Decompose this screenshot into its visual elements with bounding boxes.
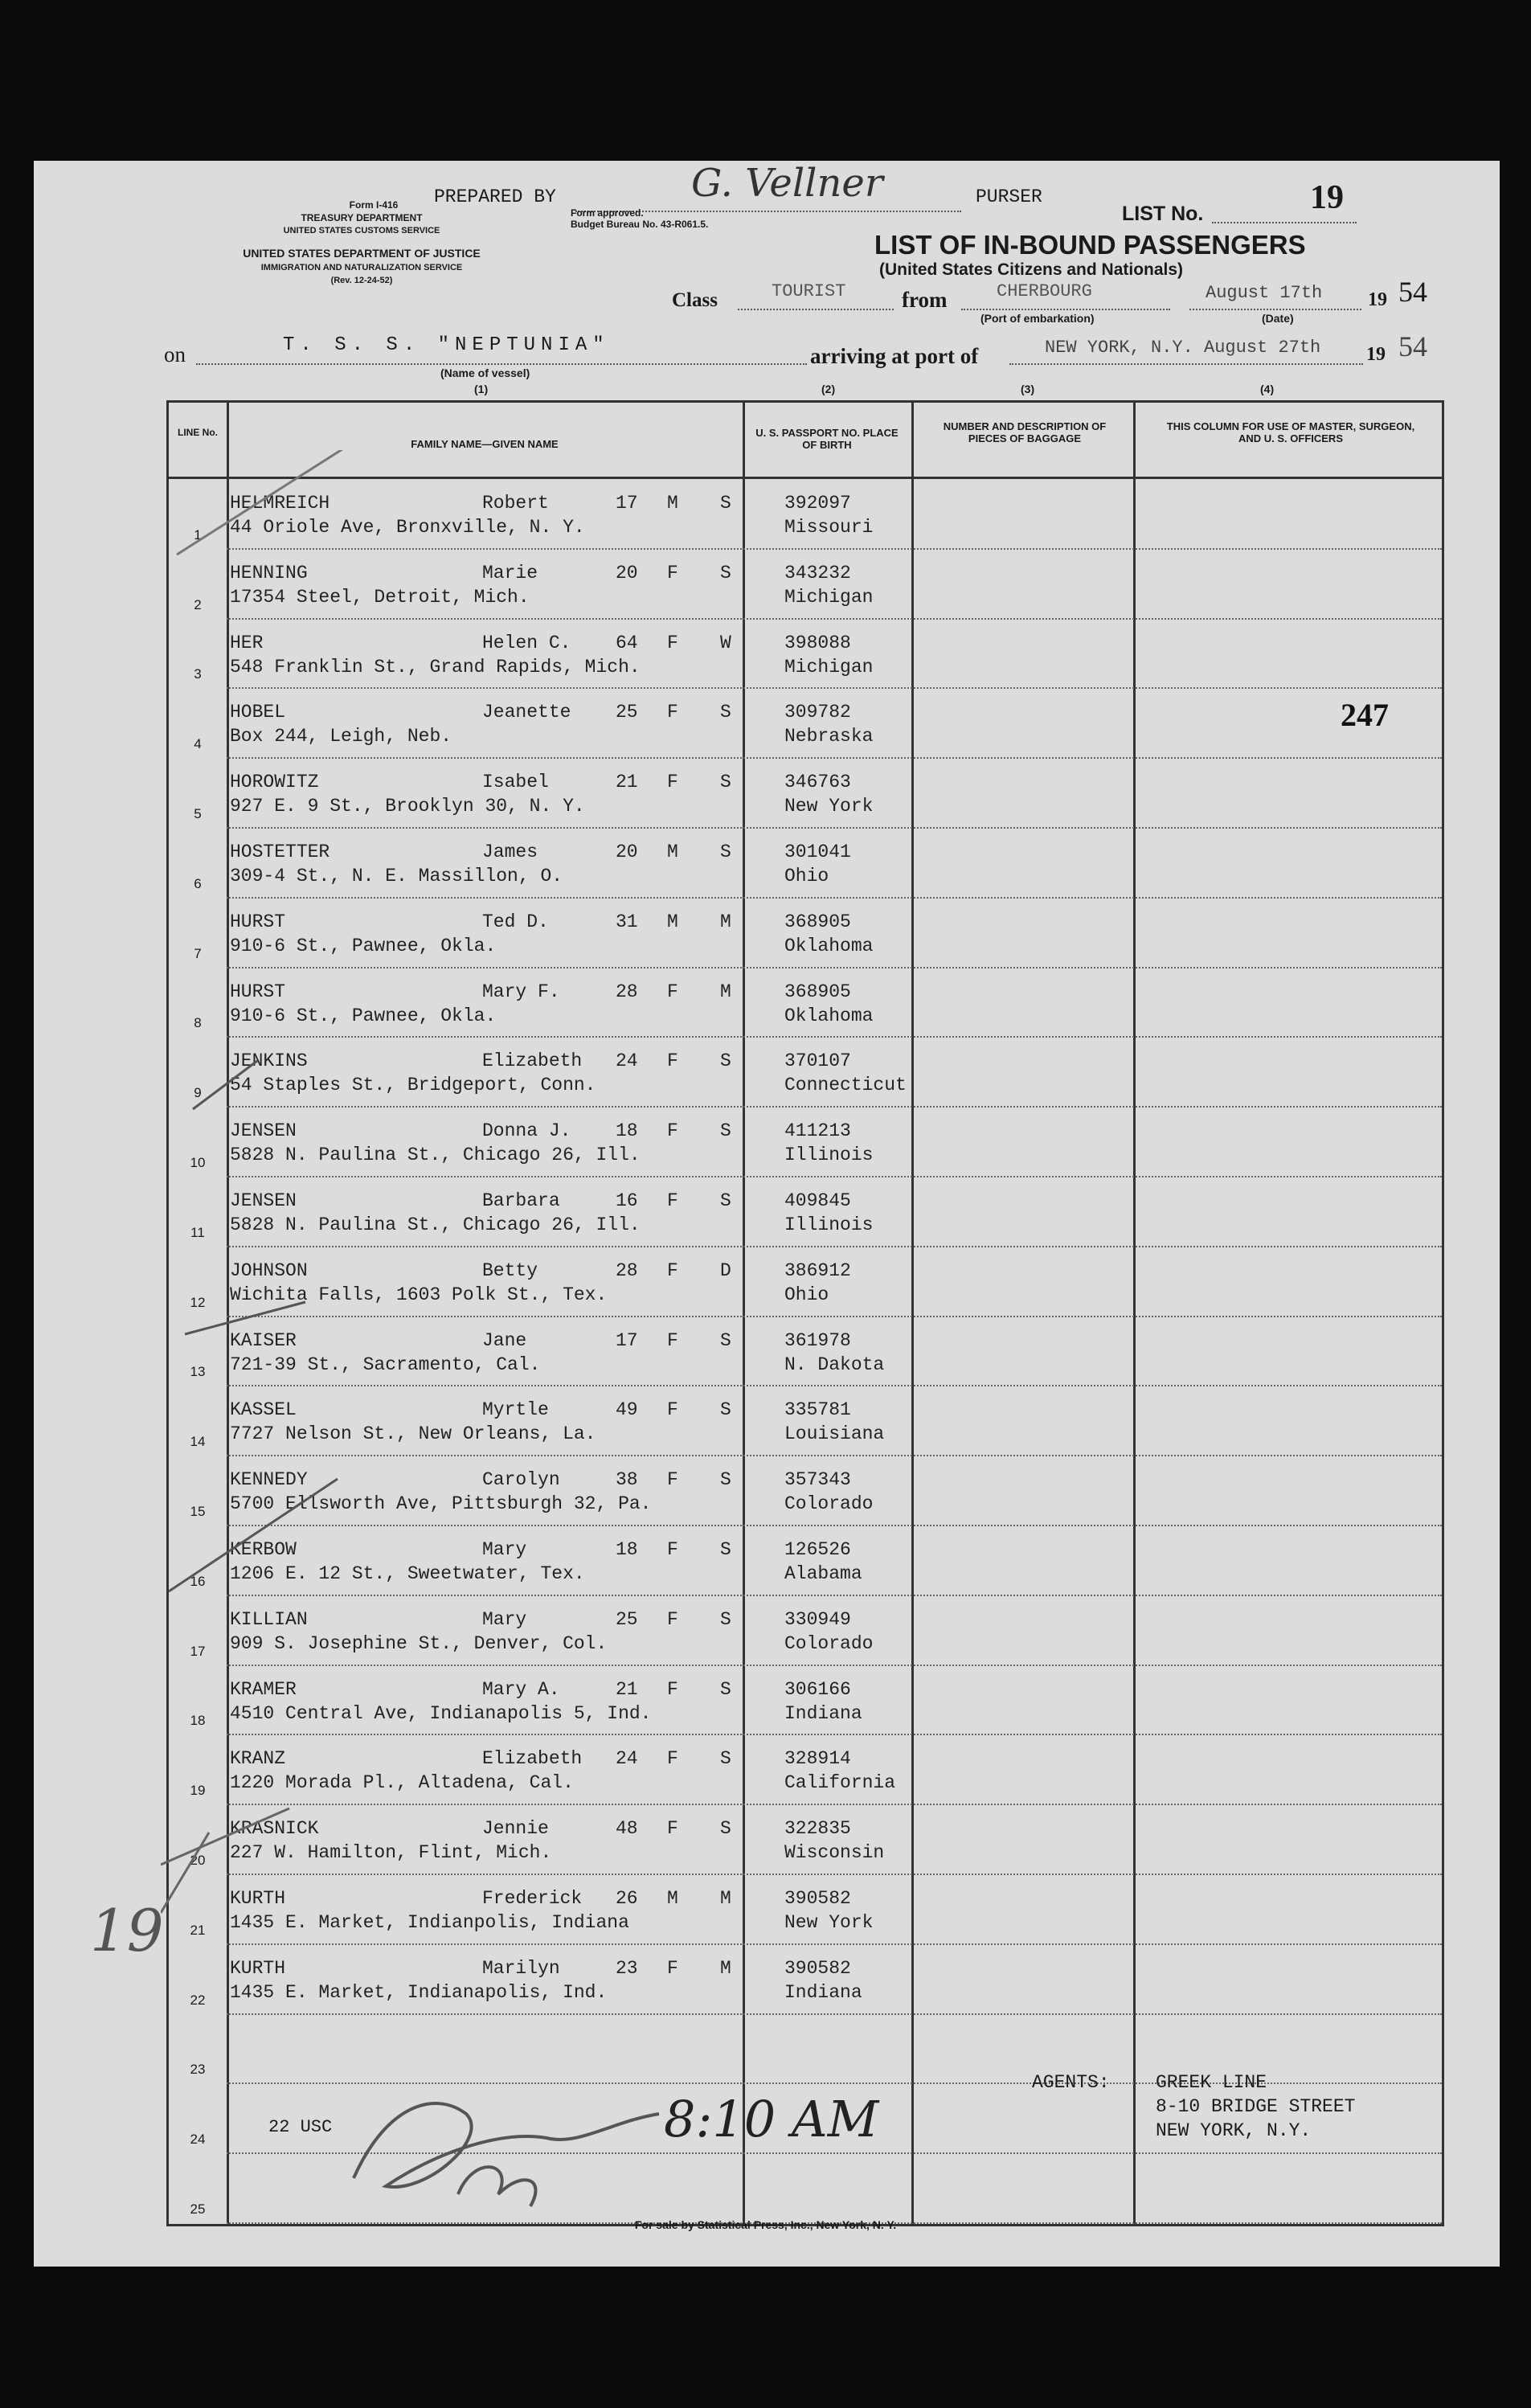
marital-status: S — [720, 1469, 731, 1491]
sex: F — [667, 1957, 678, 1979]
line-number: 23 — [190, 2062, 206, 2078]
sex: F — [667, 981, 678, 1002]
sex: F — [667, 1748, 678, 1770]
header-officers: THIS COLUMN FOR USE OF MASTER, SURGEON, AND U. S. OFFICERS — [1166, 420, 1415, 444]
place-of-birth: N. Dakota — [784, 1353, 885, 1375]
sex: F — [667, 1120, 678, 1142]
passport-number: 346763 — [784, 772, 851, 793]
line-number: 1 — [194, 526, 202, 543]
sex: F — [667, 702, 678, 723]
sex: M — [667, 1888, 678, 1909]
column-ref-1: (1) — [474, 383, 489, 395]
given-name: Jeanette — [482, 702, 571, 723]
line-number: 19 — [190, 1783, 206, 1799]
year-prefix: 19 — [1366, 344, 1386, 365]
column-ref-4: (4) — [1260, 383, 1275, 395]
line-number: 5 — [194, 805, 202, 821]
family-name: KAISER — [230, 1329, 297, 1351]
address: 54 Staples St., Bridgeport, Conn. — [230, 1075, 596, 1096]
place-of-birth: California — [784, 1772, 896, 1794]
passport-number: 357343 — [784, 1469, 851, 1491]
family-name: KRAMER — [230, 1678, 297, 1700]
address: 1435 E. Market, Indianpolis, Indiana — [230, 1912, 629, 1933]
passport-number: 390582 — [784, 1888, 851, 1909]
line-number: 9 — [194, 1085, 202, 1101]
officer-number: 247 — [1341, 697, 1389, 733]
place-of-birth: Illinois — [784, 1145, 874, 1166]
passport-number: 386912 — [784, 1259, 851, 1281]
marital-status: S — [720, 1329, 731, 1351]
family-name: KURTH — [230, 1957, 286, 1979]
marital-status: M — [720, 911, 731, 932]
passport-number: 330949 — [784, 1608, 851, 1630]
address: 7727 Nelson St., New Orleans, La. — [230, 1423, 596, 1445]
address: 909 S. Josephine St., Denver, Col. — [230, 1632, 608, 1654]
column-ref-2: (2) — [821, 383, 836, 395]
given-name: Barbara — [482, 1190, 560, 1211]
place-of-birth: Indiana — [784, 1981, 862, 2003]
address: Box 244, Leigh, Neb. — [230, 726, 452, 747]
given-name: Donna J. — [482, 1120, 571, 1142]
printer-footer: For sale by Statistical Press, Inc., New York, N. Y. — [634, 2218, 897, 2231]
sex: F — [667, 1190, 678, 1211]
given-name: Mary — [482, 1539, 527, 1560]
usc-stamp: 22 USC — [268, 2117, 333, 2137]
passport-number: 390582 — [784, 1957, 851, 1979]
date-line — [1189, 309, 1361, 310]
given-name: Myrtle — [482, 1399, 549, 1421]
family-name: KASSEL — [230, 1399, 297, 1421]
address: 1435 E. Market, Indianapolis, Ind. — [230, 1981, 608, 2003]
agents-label: AGENTS: — [1032, 2072, 1110, 2093]
passport-number: 126526 — [784, 1539, 851, 1560]
marital-status: S — [720, 1190, 731, 1211]
place-of-birth: New York — [784, 1912, 874, 1933]
age: 20 — [616, 562, 638, 584]
sex: F — [667, 1608, 678, 1630]
arrival-line — [1009, 363, 1363, 365]
place-of-birth: Illinois — [784, 1214, 874, 1235]
age: 18 — [616, 1120, 638, 1142]
list-number-label: LIST No. — [1122, 203, 1204, 225]
line-number: 4 — [194, 736, 202, 752]
family-name: JENSEN — [230, 1190, 297, 1211]
age: 25 — [616, 702, 638, 723]
given-name: Mary F. — [482, 981, 560, 1002]
form-approved: Form approved. — [571, 207, 644, 219]
line-number: 18 — [190, 1713, 206, 1729]
line-number: 14 — [190, 1434, 206, 1450]
line-number: 2 — [194, 596, 202, 612]
sex: M — [667, 911, 678, 932]
address: Wichita Falls, 1603 Polk St., Tex. — [230, 1284, 608, 1305]
given-name: Elizabeth — [482, 1050, 583, 1072]
address: 5828 N. Paulina St., Chicago 26, Ill. — [230, 1145, 641, 1166]
from-value: CHERBOURG — [997, 281, 1092, 301]
family-name: JENSEN — [230, 1120, 297, 1142]
marital-status: S — [720, 1818, 731, 1840]
age: 23 — [616, 1957, 638, 1979]
passport-number: 392097 — [784, 493, 851, 514]
given-name: Betty — [482, 1259, 538, 1281]
header-name: FAMILY NAME—GIVEN NAME — [411, 438, 559, 450]
marital-status: S — [720, 1120, 731, 1142]
line-number: 24 — [190, 2132, 206, 2148]
given-name: Mary A. — [482, 1678, 560, 1700]
year-value: 54 — [1398, 276, 1427, 308]
address: 309-4 St., N. E. Massillon, O. — [230, 866, 563, 887]
passport-number: 411213 — [784, 1120, 851, 1142]
given-name: Isabel — [482, 772, 549, 793]
arrival-time-note: 8:10 AM — [664, 2090, 879, 2148]
place-of-birth: Indiana — [784, 1702, 862, 1724]
place-of-birth: Missouri — [784, 517, 874, 538]
sex: F — [667, 1539, 678, 1560]
manifest-subtitle: (United States Citizens and Nationals) — [879, 260, 1184, 279]
address: 1206 E. 12 St., Sweetwater, Tex. — [230, 1563, 585, 1584]
line-number: 10 — [190, 1154, 206, 1170]
agents-line-1: GREEK LINE — [1156, 2072, 1267, 2093]
place-of-birth: Michigan — [784, 586, 874, 608]
place-of-birth: Nebraska — [784, 726, 874, 747]
marital-status: M — [720, 1888, 731, 1909]
passport-number: 409845 — [784, 1190, 851, 1211]
sex: F — [667, 1050, 678, 1072]
family-name: HURST — [230, 911, 286, 932]
place-of-birth: Michigan — [784, 656, 874, 678]
marital-status: S — [720, 1608, 731, 1630]
year-prefix: 19 — [1368, 289, 1387, 310]
address: 927 E. 9 St., Brooklyn 30, N. Y. — [230, 796, 585, 817]
age: 49 — [616, 1399, 638, 1421]
age: 21 — [616, 1678, 638, 1700]
marital-status: S — [720, 1678, 731, 1700]
marital-status: S — [720, 1539, 731, 1560]
sex: F — [667, 632, 678, 653]
given-name: Carolyn — [482, 1469, 560, 1491]
check-marks — [161, 450, 402, 2041]
agents-line-2: 8-10 BRIDGE STREET — [1156, 2096, 1356, 2117]
family-name: HURST — [230, 981, 286, 1002]
address: 910-6 St., Pawnee, Okla. — [230, 1005, 497, 1026]
marital-status: S — [720, 562, 731, 584]
department-line: UNITED STATES CUSTOMS SERVICE — [283, 226, 440, 235]
line-number: 21 — [190, 1922, 206, 1938]
line-number: 25 — [190, 2201, 206, 2217]
header-line-no: LINE No. — [178, 427, 218, 438]
age: 21 — [616, 772, 638, 793]
family-name: HOBEL — [230, 702, 286, 723]
line-number: 17 — [190, 1643, 206, 1659]
marital-status: D — [720, 1259, 731, 1281]
line-number: 8 — [194, 1015, 202, 1031]
agents-line-3: NEW YORK, N.Y. — [1156, 2120, 1312, 2141]
place-of-birth: Connecticut — [784, 1075, 907, 1096]
place-of-birth: Louisiana — [784, 1423, 885, 1445]
list-number-line — [1212, 222, 1357, 223]
place-of-birth: Oklahoma — [784, 1005, 874, 1026]
age: 31 — [616, 911, 638, 932]
sex: F — [667, 772, 678, 793]
given-name: Jennie — [482, 1818, 549, 1840]
place-of-birth: Colorado — [784, 1632, 874, 1654]
place-of-birth: Ohio — [784, 866, 829, 887]
age: 28 — [616, 981, 638, 1002]
address: 548 Franklin St., Grand Rapids, Mich. — [230, 656, 641, 678]
place-of-birth: Alabama — [784, 1563, 862, 1584]
address: 44 Oriole Ave, Bronxville, N. Y. — [230, 517, 585, 538]
age: 17 — [616, 493, 638, 514]
passport-number: 370107 — [784, 1050, 851, 1072]
marital-status: S — [720, 702, 731, 723]
family-name: JENKINS — [230, 1050, 308, 1072]
margin-number: 19 — [90, 1897, 164, 1964]
header-baggage: NUMBER AND DESCRIPTION OF PIECES OF BAGGAGE — [943, 420, 1107, 444]
age: 18 — [616, 1539, 638, 1560]
from-caption: (Port of embarkation) — [980, 312, 1095, 325]
given-name: Marie — [482, 562, 538, 584]
passport-number: 328914 — [784, 1748, 851, 1770]
sex: F — [667, 1818, 678, 1840]
age: 25 — [616, 1608, 638, 1630]
header-passport: U. S. PASSPORT NO. PLACE OF BIRTH — [755, 427, 899, 451]
sex: F — [667, 1329, 678, 1351]
officer-signature-scribble — [338, 2058, 675, 2218]
age: 16 — [616, 1190, 638, 1211]
age: 26 — [616, 1888, 638, 1909]
age: 17 — [616, 1329, 638, 1351]
form-number: Form I-416 — [349, 199, 399, 211]
line-number: 15 — [190, 1503, 206, 1519]
passport-number: 309782 — [784, 702, 851, 723]
class-line — [738, 309, 894, 310]
passport-number: 398088 — [784, 632, 851, 653]
line-number: 16 — [190, 1573, 206, 1589]
line-number: 7 — [194, 945, 202, 961]
passport-number: 343232 — [784, 562, 851, 584]
column-ref-3: (3) — [1021, 383, 1035, 395]
age: 20 — [616, 842, 638, 862]
department-line: TREASURY DEPARTMENT — [301, 212, 423, 223]
arrival-year-value: 54 — [1398, 330, 1427, 362]
marital-status: S — [720, 842, 731, 862]
passport-number: 301041 — [784, 842, 851, 862]
family-name: KENNEDY — [230, 1469, 308, 1491]
vessel-value: T. S. S. "NEPTUNIA" — [283, 334, 610, 356]
family-name: KERBOW — [230, 1539, 297, 1560]
arriving-label: arriving at port of — [810, 344, 979, 368]
passport-number: 368905 — [784, 911, 851, 932]
place-of-birth: Ohio — [784, 1284, 829, 1305]
address: 721-39 St., Sacramento, Cal. — [230, 1353, 541, 1375]
address: 1220 Morada Pl., Altadena, Cal. — [230, 1772, 574, 1794]
age: 64 — [616, 632, 638, 653]
line-number: 12 — [190, 1294, 206, 1310]
place-of-birth: Oklahoma — [784, 935, 874, 956]
passport-number: 306166 — [784, 1678, 851, 1700]
department-line: UNITED STATES DEPARTMENT OF JUSTICE — [243, 247, 481, 260]
family-name: KRASNICK — [230, 1818, 319, 1840]
line-number: 22 — [190, 1992, 206, 2008]
given-name: Marilyn — [482, 1957, 560, 1979]
passport-number: 335781 — [784, 1399, 851, 1421]
given-name: Robert — [482, 493, 549, 514]
class-value: TOURIST — [772, 281, 846, 301]
family-name: HOROWITZ — [230, 772, 319, 793]
date-value: August 17th — [1206, 283, 1323, 303]
given-name: Jane — [482, 1329, 527, 1351]
vessel-line — [196, 363, 807, 365]
marital-status: S — [720, 1748, 731, 1770]
given-name: James — [482, 842, 538, 862]
sex: F — [667, 562, 678, 584]
family-name: KURTH — [230, 1888, 286, 1909]
address: 910-6 St., Pawnee, Okla. — [230, 935, 497, 956]
list-number-value: 19 — [1310, 179, 1344, 216]
vessel-caption: (Name of vessel) — [440, 367, 530, 379]
age: 24 — [616, 1050, 638, 1072]
from-label: from — [902, 288, 948, 312]
marital-status: S — [720, 493, 731, 514]
given-name: Elizabeth — [482, 1748, 583, 1770]
department-line: IMMIGRATION AND NATURALIZATION SERVICE — [260, 263, 463, 272]
marital-status: M — [720, 1957, 731, 1979]
age: 48 — [616, 1818, 638, 1840]
marital-status: M — [720, 981, 731, 1002]
family-name: HOSTETTER — [230, 842, 330, 862]
passport-number: 361978 — [784, 1329, 851, 1351]
age: 28 — [616, 1259, 638, 1281]
marital-status: S — [720, 1399, 731, 1421]
address: 5828 N. Paulina St., Chicago 26, Ill. — [230, 1214, 641, 1235]
marital-status: S — [720, 772, 731, 793]
on-label: on — [164, 342, 186, 367]
line-number: 20 — [190, 1852, 206, 1868]
revision-date: (Rev. 12-24-52) — [330, 276, 393, 285]
place-of-birth: New York — [784, 796, 874, 817]
age: 24 — [616, 1748, 638, 1770]
sex: F — [667, 1399, 678, 1421]
given-name: Mary — [482, 1608, 527, 1630]
from-line — [961, 309, 1170, 310]
address: 5700 Ellsworth Ave, Pittsburgh 32, Pa. — [230, 1493, 652, 1515]
sex: F — [667, 1259, 678, 1281]
given-name: Ted D. — [482, 911, 549, 932]
class-label: Class — [672, 289, 718, 311]
line-number: 6 — [194, 875, 202, 891]
passport-number: 368905 — [784, 981, 851, 1002]
line-number: 13 — [190, 1364, 206, 1380]
given-name: Frederick — [482, 1888, 583, 1909]
address: 17354 Steel, Detroit, Mich. — [230, 586, 530, 608]
sex: F — [667, 1469, 678, 1491]
family-name: HER — [230, 632, 264, 653]
passport-number: 322835 — [784, 1818, 851, 1840]
address: 4510 Central Ave, Indianapolis 5, Ind. — [230, 1702, 652, 1724]
line-number: 11 — [190, 1224, 205, 1240]
age: 38 — [616, 1469, 638, 1491]
purser-label: PURSER — [976, 186, 1042, 207]
address: 227 W. Hamilton, Flint, Mich. — [230, 1842, 552, 1864]
marital-status: S — [720, 1050, 731, 1072]
manifest-title: LIST OF IN-BOUND PASSENGERS — [874, 230, 1306, 260]
prepared-by-label: PREPARED BY — [434, 186, 556, 207]
prepared-by-signature: G. Vellner — [691, 161, 883, 206]
arrival-value: NEW YORK, N.Y. August 27th — [1045, 338, 1321, 358]
sex: M — [667, 842, 678, 862]
family-name: HELMREICH — [230, 493, 330, 514]
marital-status: W — [720, 632, 731, 653]
family-name: JOHNSON — [230, 1259, 308, 1281]
family-name: KILLIAN — [230, 1608, 308, 1630]
family-name: HENNING — [230, 562, 308, 584]
line-number: 3 — [194, 666, 202, 682]
place-of-birth: Colorado — [784, 1493, 874, 1515]
budget-bureau: Budget Bureau No. 43-R061.5. — [571, 219, 709, 230]
sex: F — [667, 1678, 678, 1700]
date-caption: (Date) — [1262, 312, 1294, 325]
given-name: Helen C. — [482, 632, 571, 653]
family-name: KRANZ — [230, 1748, 286, 1770]
place-of-birth: Wisconsin — [784, 1842, 885, 1864]
sex: M — [667, 493, 678, 514]
